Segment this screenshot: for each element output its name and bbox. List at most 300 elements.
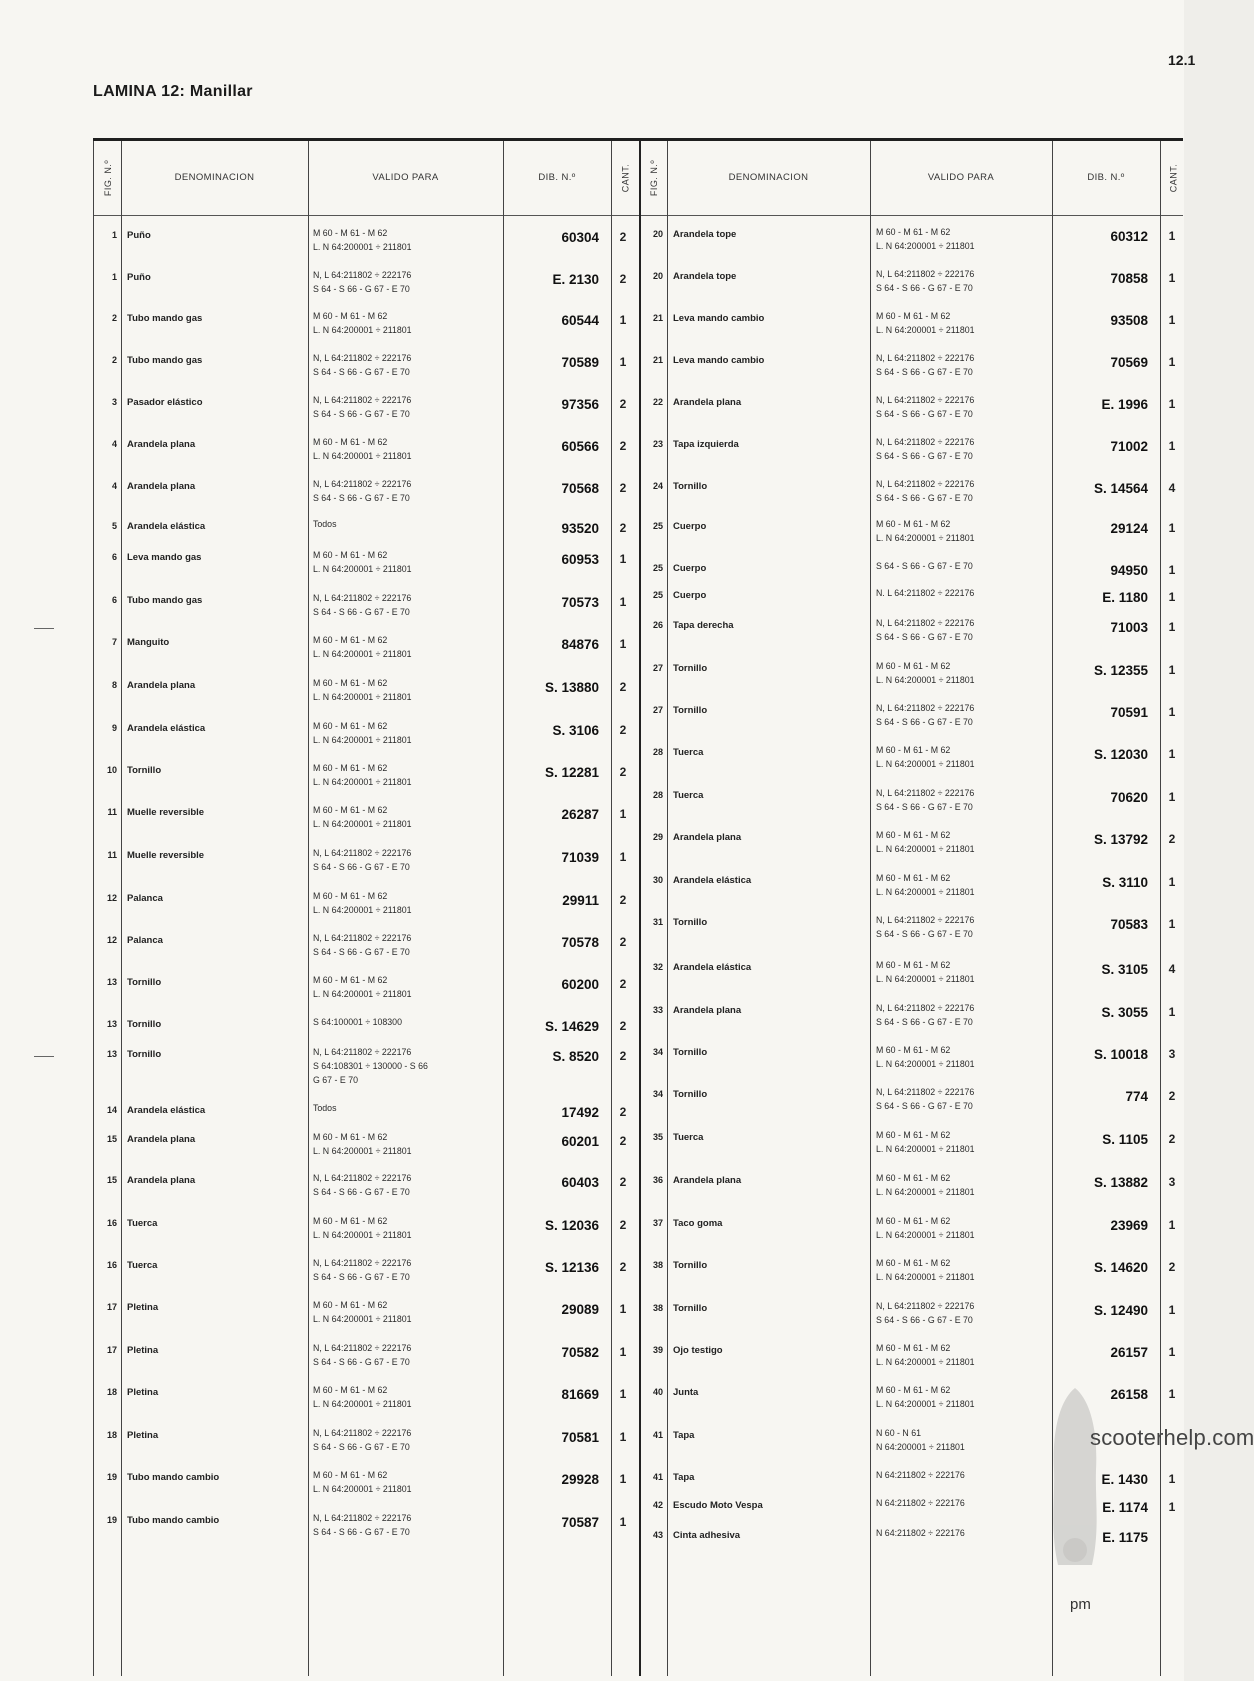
part-name: Tornillo bbox=[673, 1260, 708, 1271]
drawing-number: 17492 bbox=[561, 1105, 599, 1120]
valid-for-line2: S 64 - S 66 - G 67 - E 70 bbox=[313, 947, 410, 957]
part-name: Leva mando cambio bbox=[673, 313, 765, 324]
part-name: Arandela plana bbox=[127, 1175, 196, 1186]
valid-for-line1: N, L 64:211802 ÷ 222176 bbox=[313, 848, 412, 858]
valid-for-line1: M 60 - M 61 - M 62 bbox=[313, 437, 388, 447]
valid-for-line1: N, L 64:211802 ÷ 222176 bbox=[313, 1173, 412, 1183]
valid-for-line1: M 60 - M 61 - M 62 bbox=[876, 311, 951, 321]
fig-number: 43 bbox=[652, 1530, 663, 1540]
fig-number: 39 bbox=[652, 1345, 663, 1355]
vespa-logo-icon bbox=[1040, 1380, 1110, 1580]
header-denominacion: DENOMINACION bbox=[728, 172, 809, 183]
part-name: Arandela plana bbox=[673, 1005, 742, 1016]
fig-number: 28 bbox=[652, 790, 663, 800]
quantity: 1 bbox=[1168, 705, 1176, 719]
quantity: 2 bbox=[619, 439, 627, 453]
quantity: 2 bbox=[1168, 1132, 1176, 1146]
part-name: Tornillo bbox=[673, 663, 708, 674]
part-name: Arandela plana bbox=[673, 397, 742, 408]
part-name: Palanca bbox=[127, 935, 163, 946]
fig-number: 42 bbox=[652, 1500, 663, 1510]
column-rule bbox=[308, 141, 309, 1676]
valid-for-line2: L. N 64:200001 ÷ 211801 bbox=[876, 325, 975, 335]
fig-number: 10 bbox=[106, 765, 117, 775]
part-name: Pletina bbox=[127, 1345, 159, 1356]
quantity: 1 bbox=[619, 355, 627, 369]
fig-number: 23 bbox=[652, 439, 663, 449]
part-name: Cuerpo bbox=[673, 521, 707, 532]
drawing-number: 60200 bbox=[561, 977, 599, 992]
valid-for-line1: N 60 - N 61 bbox=[876, 1428, 921, 1438]
valid-for-line1: M 60 - M 61 - M 62 bbox=[313, 311, 388, 321]
quantity: 1 bbox=[619, 313, 627, 327]
part-name: Arandela plana bbox=[673, 832, 742, 843]
valid-for-line1: N, L 64:211802 ÷ 222176 bbox=[313, 1258, 412, 1268]
fig-number: 11 bbox=[107, 807, 117, 817]
quantity: 2 bbox=[619, 1049, 627, 1063]
scan-mark bbox=[34, 628, 54, 629]
fig-number: 7 bbox=[111, 637, 117, 647]
valid-for-line2: L. N 64:200001 ÷ 211801 bbox=[313, 1230, 412, 1240]
part-name: Arandela plana bbox=[127, 680, 196, 691]
fig-number: 28 bbox=[652, 747, 663, 757]
fig-number: 20 bbox=[652, 271, 663, 281]
valid-for-line1: M 60 - M 61 - M 62 bbox=[313, 1300, 388, 1310]
fig-number: 6 bbox=[111, 552, 117, 562]
valid-for-line1: M 60 - M 61 - M 62 bbox=[313, 228, 388, 238]
quantity: 2 bbox=[619, 680, 627, 694]
drawing-number: 60566 bbox=[561, 439, 599, 454]
valid-for-line1: M 60 - M 61 - M 62 bbox=[313, 1470, 388, 1480]
part-name: Tuerca bbox=[673, 1132, 704, 1143]
quantity: 1 bbox=[1168, 875, 1176, 889]
part-name: Tuerca bbox=[673, 747, 704, 758]
header-denominacion: DENOMINACION bbox=[174, 172, 255, 183]
valid-for-line2: L. N 64:200001 ÷ 211801 bbox=[313, 735, 412, 745]
drawing-number: S. 3106 bbox=[552, 723, 599, 738]
fig-number: 20 bbox=[652, 229, 663, 239]
valid-for-line1: M 60 - M 61 - M 62 bbox=[313, 678, 388, 688]
quantity: 1 bbox=[1168, 1345, 1176, 1359]
fig-number: 12 bbox=[106, 893, 117, 903]
drawing-number: S. 13882 bbox=[1093, 1175, 1148, 1190]
drawing-number: 70587 bbox=[561, 1515, 599, 1530]
fig-number: 34 bbox=[652, 1089, 663, 1099]
fig-number: 25 bbox=[652, 590, 663, 600]
part-name: Tornillo bbox=[127, 1019, 162, 1030]
valid-for-line1: N, L 64:211802 ÷ 222176 bbox=[313, 593, 412, 603]
part-name: Tornillo bbox=[673, 1089, 708, 1100]
fig-number: 17 bbox=[106, 1302, 117, 1312]
fig-number: 19 bbox=[106, 1472, 117, 1482]
valid-for-line1: N, L 64:211802 ÷ 222176 bbox=[876, 618, 975, 628]
valid-for-line2: S 64 - S 66 - G 67 - E 70 bbox=[876, 1101, 973, 1111]
valid-for-line1: N. L 64:211802 ÷ 222176 bbox=[876, 588, 975, 598]
fig-number: 15 bbox=[106, 1175, 117, 1185]
part-name: Cinta adhesiva bbox=[673, 1530, 741, 1541]
part-name: Cuerpo bbox=[673, 563, 707, 574]
valid-for-line2: S 64 - S 66 - G 67 - E 70 bbox=[313, 1357, 410, 1367]
quantity: 3 bbox=[1168, 1175, 1176, 1189]
drawing-number: S. 3055 bbox=[1101, 1005, 1148, 1020]
drawing-number: 70569 bbox=[1110, 355, 1148, 370]
fig-number: 29 bbox=[652, 832, 663, 842]
quantity: 2 bbox=[619, 1260, 627, 1274]
valid-for-line1: M 60 - M 61 - M 62 bbox=[876, 1173, 951, 1183]
valid-for-line1: S 64 - S 66 - G 67 - E 70 bbox=[876, 561, 973, 571]
part-name: Tuerca bbox=[673, 790, 704, 801]
valid-for-line1: N, L 64:211802 ÷ 222176 bbox=[313, 933, 412, 943]
part-name: Junta bbox=[673, 1387, 699, 1398]
valid-for-line1: N 64:211802 ÷ 222176 bbox=[876, 1470, 965, 1480]
quantity: 1 bbox=[1168, 439, 1176, 453]
valid-for-line1: M 60 - M 61 - M 62 bbox=[313, 550, 388, 560]
valid-for-line1: M 60 - M 61 - M 62 bbox=[313, 891, 388, 901]
quantity: 1 bbox=[619, 595, 627, 609]
drawing-number: 70589 bbox=[561, 355, 599, 370]
valid-for-line2: L. N 64:200001 ÷ 211801 bbox=[876, 1144, 975, 1154]
part-name: Ojo testigo bbox=[673, 1345, 723, 1356]
valid-for-line2: L. N 64:200001 ÷ 211801 bbox=[313, 989, 412, 999]
valid-for-line1: M 60 - M 61 - M 62 bbox=[313, 721, 388, 731]
fig-number: 30 bbox=[652, 875, 663, 885]
quantity: 4 bbox=[1168, 962, 1176, 976]
valid-for-line1: M 60 - M 61 - M 62 bbox=[313, 1132, 388, 1142]
valid-for-line2: S 64 - S 66 - G 67 - E 70 bbox=[313, 367, 410, 377]
header-fig: FIG. N.º bbox=[103, 159, 114, 197]
part-name: Arandela plana bbox=[127, 439, 196, 450]
drawing-number: E. 1996 bbox=[1101, 397, 1148, 412]
drawing-number: 26157 bbox=[1110, 1345, 1148, 1360]
quantity: 1 bbox=[619, 1387, 627, 1401]
drawing-number: E. 2130 bbox=[552, 272, 599, 287]
part-name: Tapa bbox=[673, 1430, 695, 1441]
fig-number: 8 bbox=[111, 680, 117, 690]
fig-number: 11 bbox=[107, 850, 117, 860]
valid-for-line1: N, L 64:211802 ÷ 222176 bbox=[876, 1087, 975, 1097]
drawing-number: 71039 bbox=[561, 850, 599, 865]
quantity: 1 bbox=[1168, 1005, 1176, 1019]
part-name: Leva mando cambio bbox=[673, 355, 765, 366]
valid-for-line1: Todos bbox=[313, 1103, 337, 1113]
valid-for-line1: M 60 - M 61 - M 62 bbox=[876, 830, 951, 840]
valid-for-line1: M 60 - M 61 - M 62 bbox=[876, 1343, 951, 1353]
valid-for-line1: M 60 - M 61 - M 62 bbox=[876, 1216, 951, 1226]
quantity: 2 bbox=[619, 521, 627, 535]
quantity: 1 bbox=[619, 1515, 627, 1529]
valid-for-line2: L. N 64:200001 ÷ 211801 bbox=[876, 533, 975, 543]
fig-number: 3 bbox=[111, 397, 117, 407]
drawing-number: 94950 bbox=[1110, 563, 1148, 578]
fig-number: 13 bbox=[106, 1049, 117, 1059]
drawing-number: 70581 bbox=[561, 1430, 599, 1445]
valid-for-line2: L. N 64:200001 ÷ 211801 bbox=[313, 819, 412, 829]
part-name: Tornillo bbox=[673, 481, 708, 492]
drawing-number: 71003 bbox=[1110, 620, 1148, 635]
fig-number: 13 bbox=[106, 977, 117, 987]
valid-for-line1: N, L 64:211802 ÷ 222176 bbox=[876, 1301, 975, 1311]
valid-for-line2: L. N 64:200001 ÷ 211801 bbox=[313, 1484, 412, 1494]
fig-number: 1 bbox=[111, 230, 117, 240]
fig-number: 19 bbox=[106, 1515, 117, 1525]
valid-for-line2: S 64:108301 ÷ 130000 - S 66 bbox=[313, 1061, 428, 1071]
fig-number: 2 bbox=[111, 313, 117, 323]
drawing-number: S. 13792 bbox=[1093, 832, 1148, 847]
fig-number: 25 bbox=[652, 521, 663, 531]
drawing-number: E. 1175 bbox=[1102, 1530, 1148, 1545]
column-rule bbox=[121, 141, 122, 1676]
drawing-number: 29124 bbox=[1110, 521, 1148, 536]
valid-for-line1: M 60 - M 61 - M 62 bbox=[313, 1216, 388, 1226]
valid-for-line2: L. N 64:200001 ÷ 211801 bbox=[876, 1230, 975, 1240]
valid-for-line2: L. N 64:200001 ÷ 211801 bbox=[313, 242, 412, 252]
quantity: 2 bbox=[619, 1105, 627, 1119]
quantity: 1 bbox=[1168, 1303, 1176, 1317]
drawing-number: S. 12136 bbox=[544, 1260, 599, 1275]
part-name: Arandela plana bbox=[127, 1134, 196, 1145]
drawing-number: 29928 bbox=[561, 1472, 599, 1487]
part-name: Cuerpo bbox=[673, 590, 707, 601]
quantity: 2 bbox=[619, 977, 627, 991]
quantity: 1 bbox=[619, 807, 627, 821]
valid-for-line1: M 60 - M 61 - M 62 bbox=[313, 763, 388, 773]
drawing-number: E. 1430 bbox=[1101, 1472, 1148, 1487]
fig-number: 2 bbox=[111, 355, 117, 365]
fig-number: 37 bbox=[652, 1218, 663, 1228]
header-cant: CANT. bbox=[1168, 163, 1179, 193]
part-name: Arandela elástica bbox=[127, 521, 206, 532]
valid-for-line2: L. N 64:200001 ÷ 211801 bbox=[313, 692, 412, 702]
valid-for-line2: L. N 64:200001 ÷ 211801 bbox=[876, 675, 975, 685]
valid-for-line1: S 64:100001 ÷ 108300 bbox=[313, 1017, 402, 1027]
valid-for-line1: N, L 64:211802 ÷ 222176 bbox=[876, 479, 975, 489]
fig-number: 40 bbox=[652, 1387, 663, 1397]
quantity: 2 bbox=[1168, 1260, 1176, 1274]
drawing-number: S. 10018 bbox=[1093, 1047, 1148, 1062]
valid-for-line1: N, L 64:211802 ÷ 222176 bbox=[313, 353, 412, 363]
valid-for-line2: L. N 64:200001 ÷ 211801 bbox=[313, 905, 412, 915]
drawing-number: 81669 bbox=[561, 1387, 599, 1402]
quantity: 1 bbox=[1168, 620, 1176, 634]
header-dib: DIB. N.º bbox=[1087, 172, 1125, 183]
fig-number: 18 bbox=[106, 1430, 117, 1440]
drawing-number: 774 bbox=[1125, 1089, 1148, 1104]
part-name: Muelle reversible bbox=[127, 850, 205, 861]
part-name: Pletina bbox=[127, 1430, 159, 1441]
valid-for-line1: M 60 - M 61 - M 62 bbox=[313, 975, 388, 985]
quantity: 1 bbox=[619, 552, 627, 566]
column-rule bbox=[639, 141, 641, 1676]
quantity: 1 bbox=[1168, 1472, 1176, 1486]
drawing-number: 70568 bbox=[561, 481, 599, 496]
valid-for-line1: M 60 - M 61 - M 62 bbox=[313, 1385, 388, 1395]
part-name: Tubo mando gas bbox=[127, 595, 203, 606]
valid-for-line2: L. N 64:200001 ÷ 211801 bbox=[876, 1399, 975, 1409]
part-name: Tapa bbox=[673, 1472, 695, 1483]
part-name: Tubo mando gas bbox=[127, 355, 203, 366]
quantity: 1 bbox=[1168, 1387, 1176, 1401]
page-title: LAMINA 12: Manillar bbox=[93, 83, 253, 100]
quantity: 1 bbox=[1168, 747, 1176, 761]
valid-for-line2: L. N 64:200001 ÷ 211801 bbox=[876, 974, 975, 984]
fig-number: 14 bbox=[106, 1105, 117, 1115]
fig-number: 27 bbox=[652, 705, 663, 715]
drawing-number: S. 8520 bbox=[552, 1049, 599, 1064]
valid-for-line2: S 64 - S 66 - G 67 - E 70 bbox=[876, 451, 973, 461]
drawing-number: 70582 bbox=[561, 1345, 599, 1360]
fig-number: 16 bbox=[106, 1260, 117, 1270]
fig-number: 31 bbox=[652, 917, 663, 927]
column-rule bbox=[611, 141, 612, 1676]
header-valido: VALIDO PARA bbox=[372, 172, 439, 183]
valid-for-line1: N, L 64:211802 ÷ 222176 bbox=[876, 269, 975, 279]
quantity: 2 bbox=[619, 1019, 627, 1033]
header-fig: FIG. N.º bbox=[649, 159, 660, 197]
fig-number: 33 bbox=[652, 1005, 663, 1015]
drawing-number: 70578 bbox=[561, 935, 599, 950]
fig-number: 25 bbox=[652, 563, 663, 573]
drawing-number: S. 14629 bbox=[544, 1019, 599, 1034]
part-name: Palanca bbox=[127, 893, 163, 904]
fig-number: 24 bbox=[652, 481, 663, 491]
valid-for-line2: L. N 64:200001 ÷ 211801 bbox=[313, 777, 412, 787]
valid-for-line1: N, L 64:211802 ÷ 222176 bbox=[313, 479, 412, 489]
fig-number: 41 bbox=[652, 1430, 663, 1440]
quantity: 1 bbox=[1168, 790, 1176, 804]
drawing-number: E. 1174 bbox=[1102, 1500, 1148, 1515]
quantity: 2 bbox=[619, 893, 627, 907]
part-name: Tuerca bbox=[127, 1260, 158, 1271]
fig-number: 6 bbox=[111, 595, 117, 605]
fig-number: 21 bbox=[652, 355, 663, 365]
part-name: Tornillo bbox=[127, 1049, 162, 1060]
valid-for-line2: S 64 - S 66 - G 67 - E 70 bbox=[876, 493, 973, 503]
valid-for-line1: N, L 64:211802 ÷ 222176 bbox=[876, 1003, 975, 1013]
drawing-number: 60201 bbox=[561, 1134, 599, 1149]
quantity: 1 bbox=[619, 1302, 627, 1316]
drawing-number: S. 14620 bbox=[1093, 1260, 1148, 1275]
valid-for-line2: S 64 - S 66 - G 67 - E 70 bbox=[313, 862, 410, 872]
quantity: 4 bbox=[1168, 481, 1176, 495]
valid-for-line1: Todos bbox=[313, 519, 337, 529]
drawing-number: 60304 bbox=[561, 230, 599, 245]
quantity: 2 bbox=[619, 1175, 627, 1189]
valid-for-line2: S 64 - S 66 - G 67 - E 70 bbox=[313, 1272, 410, 1282]
valid-for-line2: L. N 64:200001 ÷ 211801 bbox=[876, 844, 975, 854]
valid-for-line2: S 64 - S 66 - G 67 - E 70 bbox=[313, 607, 410, 617]
valid-for-line1: M 60 - M 61 - M 62 bbox=[876, 1045, 951, 1055]
drawing-number: S. 13880 bbox=[544, 680, 599, 695]
fig-number: 1 bbox=[111, 272, 117, 282]
valid-for-line2: L. N 64:200001 ÷ 211801 bbox=[313, 325, 412, 335]
valid-for-line2: S 64 - S 66 - G 67 - E 70 bbox=[313, 493, 410, 503]
part-name: Tapa izquierda bbox=[673, 439, 739, 450]
quantity: 2 bbox=[619, 765, 627, 779]
valid-for-line2: S 64 - S 66 - G 67 - E 70 bbox=[876, 717, 973, 727]
fig-number: 35 bbox=[652, 1132, 663, 1142]
valid-for-line1: N, L 64:211802 ÷ 222176 bbox=[876, 788, 975, 798]
valid-for-line1: N 64:211802 ÷ 222176 bbox=[876, 1498, 965, 1508]
valid-for-line2: L. N 64:200001 ÷ 211801 bbox=[313, 564, 412, 574]
part-name: Tuerca bbox=[127, 1218, 158, 1229]
part-name: Tubo mando cambio bbox=[127, 1515, 220, 1526]
part-name: Arandela elástica bbox=[127, 723, 206, 734]
drawing-number: 29911 bbox=[562, 893, 599, 908]
page-number: 12.1 bbox=[1168, 52, 1196, 68]
valid-for-line1: N, L 64:211802 ÷ 222176 bbox=[876, 395, 975, 405]
part-name: Arandela elástica bbox=[673, 962, 752, 973]
valid-for-line2: S 64 - S 66 - G 67 - E 70 bbox=[876, 632, 973, 642]
fig-number: 41 bbox=[652, 1472, 663, 1482]
valid-for-line2: S 64 - S 66 - G 67 - E 70 bbox=[876, 802, 973, 812]
scan-mark bbox=[34, 1056, 54, 1057]
valid-for-line2: L. N 64:200001 ÷ 211801 bbox=[876, 1059, 975, 1069]
drawing-number: S. 12281 bbox=[544, 765, 599, 780]
quantity: 1 bbox=[619, 1472, 627, 1486]
fig-number: 26 bbox=[652, 620, 663, 630]
watermark: scooterhelp.com bbox=[1090, 1425, 1254, 1450]
part-name: Muelle reversible bbox=[127, 807, 205, 818]
drawing-number: 70620 bbox=[1110, 790, 1148, 805]
header-dib: DIB. N.º bbox=[538, 172, 576, 183]
drawing-number: 60544 bbox=[561, 313, 599, 328]
drawing-number: 70858 bbox=[1110, 271, 1148, 286]
part-name: Arandela tope bbox=[673, 229, 737, 240]
header-valido: VALIDO PARA bbox=[927, 172, 995, 183]
drawing-number: E. 1180 bbox=[1102, 590, 1148, 605]
valid-for-line2: L. N 64:200001 ÷ 211801 bbox=[313, 451, 412, 461]
quantity: 2 bbox=[619, 1218, 627, 1232]
part-name: Tornillo bbox=[127, 977, 162, 988]
valid-for-line3: G 67 - E 70 bbox=[313, 1075, 358, 1085]
drawing-number: 60403 bbox=[561, 1175, 599, 1190]
quantity: 1 bbox=[1168, 1500, 1176, 1514]
drawing-number: 70583 bbox=[1110, 917, 1148, 932]
fig-number: 16 bbox=[106, 1218, 117, 1228]
drawing-number: S. 12030 bbox=[1093, 747, 1148, 762]
fig-number: 5 bbox=[111, 521, 117, 531]
valid-for-line2: S 64 - S 66 - G 67 - E 70 bbox=[313, 409, 410, 419]
valid-for-line2: S 64 - S 66 - G 67 - E 70 bbox=[313, 1442, 410, 1452]
valid-for-line2: S 64 - S 66 - G 67 - E 70 bbox=[313, 1187, 410, 1197]
fig-number: 38 bbox=[652, 1303, 663, 1313]
quantity: 1 bbox=[1168, 1218, 1176, 1232]
drawing-number: 84876 bbox=[561, 637, 599, 652]
drawing-number: 60312 bbox=[1110, 229, 1148, 244]
valid-for-line2: N 64:200001 ÷ 211801 bbox=[876, 1442, 965, 1452]
part-name: Tubo mando gas bbox=[127, 313, 203, 324]
valid-for-line1: N, L 64:211802 ÷ 222176 bbox=[876, 915, 975, 925]
valid-for-line1: M 60 - M 61 - M 62 bbox=[313, 635, 388, 645]
valid-for-line2: S 64 - S 66 - G 67 - E 70 bbox=[876, 367, 973, 377]
fig-number: 36 bbox=[652, 1175, 663, 1185]
valid-for-line1: N, L 64:211802 ÷ 222176 bbox=[313, 270, 412, 280]
quantity: 1 bbox=[1168, 397, 1176, 411]
part-name: Arandela elástica bbox=[127, 1105, 206, 1116]
quantity: 1 bbox=[1168, 229, 1176, 243]
part-name: Arandela plana bbox=[127, 481, 196, 492]
part-name: Puño bbox=[127, 230, 151, 241]
quantity: 1 bbox=[1168, 917, 1176, 931]
drawing-number: S. 3105 bbox=[1101, 962, 1148, 977]
valid-for-line1: N, L 64:211802 ÷ 222176 bbox=[876, 353, 975, 363]
valid-for-line1: M 60 - M 61 - M 62 bbox=[876, 519, 951, 529]
quantity: 2 bbox=[619, 230, 627, 244]
fig-number: 34 bbox=[652, 1047, 663, 1057]
drawing-number: 97356 bbox=[561, 397, 599, 412]
valid-for-line2: L. N 64:200001 ÷ 211801 bbox=[876, 1272, 975, 1282]
valid-for-line2: L. N 64:200001 ÷ 211801 bbox=[876, 887, 975, 897]
